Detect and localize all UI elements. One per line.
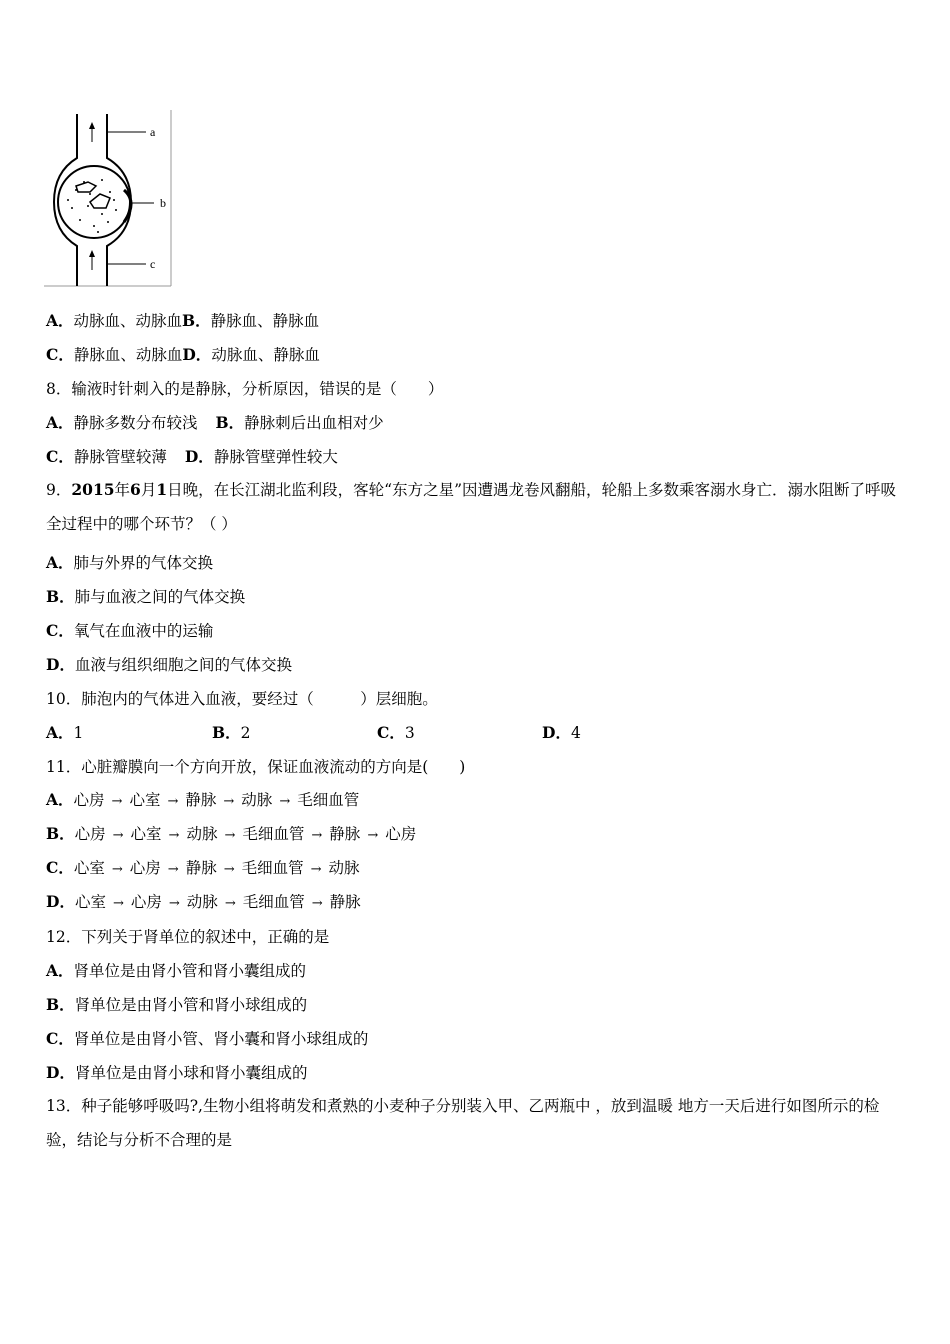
q11-step: 心室 [129, 791, 161, 809]
q9-stem-num: 9． [46, 481, 72, 499]
arrow-right-icon: → [168, 828, 180, 843]
q10-option-c[interactable] [377, 723, 415, 743]
q9-stem-t2: 月 [140, 481, 157, 499]
q11-step: 心房 [129, 859, 161, 877]
q9-opt-d-letter: D． [46, 655, 75, 674]
q10-opt-b: 2 [240, 724, 251, 742]
q12-option-d[interactable] [46, 1063, 307, 1083]
alveolus-circle [58, 166, 130, 238]
q7-opt-b[interactable]: 静脉血、静脉血 [210, 312, 320, 330]
q9-opt-d: 血液与组织细胞之间的气体交换 [74, 656, 292, 674]
q7-options-ab [46, 311, 319, 331]
q8-opt-d-letter: D． [184, 447, 214, 466]
q11-step: 静脉 [185, 791, 217, 809]
q8-opt-c-letter: C． [46, 447, 74, 466]
q8-stem: 8．输液时针刺入的是静脉，分析原因，错误的是（ ） [46, 380, 444, 398]
q9-stem-t1: 年 [114, 481, 131, 499]
q9-stem-day: 1 [156, 480, 168, 499]
q11-step: 心房 [74, 825, 106, 843]
q8-opt-b-letter: B． [215, 413, 245, 432]
q11-step: 动脉 [241, 791, 273, 809]
q12-option-c[interactable] [46, 1029, 368, 1049]
q8-opt-c[interactable]: 静脉管壁较薄 [73, 448, 167, 466]
q11-step: 静脉 [185, 859, 217, 877]
q10-opt-a: 1 [73, 724, 84, 742]
q7-opt-a-letter: A． [46, 311, 74, 330]
q9-opt-a: 肺与外界的气体交换 [73, 554, 214, 572]
q11-option-b[interactable] [46, 824, 416, 846]
q7-opt-d[interactable]: 动脉血、静脉血 [211, 346, 320, 364]
q11-option-d[interactable] [46, 892, 361, 914]
q8-opt-b[interactable]: 静脉刺后出血相对少 [244, 414, 384, 432]
q10-option-a[interactable] [46, 723, 83, 743]
q11-step: 动脉 [186, 893, 218, 911]
arrow-right-icon: → [112, 896, 124, 911]
q11-step: 毛细血管 [242, 893, 305, 911]
q12-stem: 12．下列关于肾单位的叙述中，正确的是 [46, 928, 330, 946]
arrow-right-icon: → [168, 896, 180, 911]
q11-step: 动脉 [328, 859, 360, 877]
q11-step: 动脉 [186, 825, 218, 843]
q9-stem [46, 473, 906, 541]
q11-step: 心房 [130, 893, 162, 911]
q9-opt-b: 肺与血液之间的气体交换 [74, 588, 246, 606]
q12-option-b[interactable] [46, 995, 307, 1015]
q9-opt-c-letter: C． [46, 621, 74, 640]
q10-opt-c: 3 [404, 724, 415, 742]
q7-opt-a[interactable]: 动脉血、动脉血 [73, 312, 183, 330]
q9-option-c[interactable] [46, 621, 213, 641]
q9-option-b[interactable] [46, 587, 245, 607]
arrow-right-icon: → [367, 828, 379, 843]
q7-options-cd [46, 345, 320, 365]
q8-opt-a[interactable]: 静脉多数分布较浅 [73, 414, 198, 432]
q10-opt-a-letter: A． [46, 723, 74, 742]
q12-opt-b-letter: B． [46, 995, 75, 1014]
arrow-right-icon: → [167, 794, 179, 809]
capillary-diagram-svg [44, 110, 174, 288]
arrow-right-icon: → [311, 896, 323, 911]
q11-step: 毛细血管 [242, 825, 305, 843]
q13-stem: 13．种子能够呼吸吗?,生物小组将萌发和煮熟的小麦种子分别装入甲、乙两瓶中 ，放到温暖 地方一天后进行如图所示的检验，结论与分析不合理的是 [46, 1097, 880, 1149]
capillary-diagram [44, 110, 174, 288]
q11-step: 静脉 [329, 825, 361, 843]
q9-option-d[interactable] [46, 655, 292, 675]
q10-opt-d-letter: D． [542, 723, 571, 742]
q11-step: 心室 [73, 859, 105, 877]
q11-step: 心室 [130, 825, 162, 843]
q11-opt-c-letter: C． [46, 858, 74, 877]
q8-opt-a-letter: A． [46, 413, 74, 432]
arrow-right-icon: → [224, 896, 236, 911]
arrow-right-icon: → [112, 828, 124, 843]
q10-opt-d: 4 [570, 724, 581, 742]
arrow-right-icon: → [310, 862, 322, 877]
label-c: c [150, 257, 156, 271]
arrow-right-icon: → [224, 828, 236, 843]
q9-stem-t3: 日晚，在长江湖北监利段，客轮“东方之星”因遭遇龙卷风翻船，轮船上多数乘客溺水身亡．溺水阻断了呼吸全过程中的哪个环节？（ ） [46, 481, 896, 533]
q12-opt-d: 肾单位是由肾小球和肾小囊组成的 [74, 1064, 308, 1082]
q11-step: 心房 [385, 825, 417, 843]
q10-stem: 10．肺泡内的气体进入血液，要经过（ ）层细胞。 [46, 690, 438, 708]
q9-opt-c: 氧气在血液中的运输 [73, 622, 214, 640]
q10-option-d[interactable] [542, 723, 581, 743]
q11-step: 静脉 [329, 893, 361, 911]
label-b: b [160, 196, 166, 210]
q10-opt-b-letter: B． [212, 723, 241, 742]
q12-opt-a: 肾单位是由肾小管和肾小囊组成的 [73, 962, 307, 980]
q11-step: 毛细血管 [241, 859, 304, 877]
q11-step: 心室 [74, 893, 106, 911]
q12-opt-c-letter: C． [46, 1029, 74, 1048]
q9-stem-year: 2015 [71, 480, 115, 499]
arrow-right-icon: → [279, 794, 291, 809]
q12-opt-c: 肾单位是由肾小管、肾小囊和肾小球组成的 [73, 1030, 369, 1048]
label-a: a [150, 125, 156, 139]
arrow-right-icon: → [111, 794, 123, 809]
q7-opt-b-letter: B． [182, 311, 211, 330]
q10-option-b[interactable] [212, 723, 250, 743]
q12-opt-b: 肾单位是由肾小管和肾小球组成的 [74, 996, 308, 1014]
arrow-right-icon: → [223, 862, 235, 877]
q7-opt-c-letter: C． [46, 345, 74, 364]
q12-option-a[interactable] [46, 961, 306, 981]
q11-opt-b-letter: B． [46, 824, 75, 843]
q8-opt-d[interactable]: 静脉管壁弹性较大 [213, 448, 338, 466]
q12-opt-a-letter: A． [46, 961, 74, 980]
q9-opt-b-letter: B． [46, 587, 75, 606]
q10-opt-c-letter: C． [377, 723, 405, 742]
q11-opt-d-letter: D． [46, 892, 75, 911]
q8-options-cd [46, 447, 338, 467]
q11-option-c[interactable] [46, 858, 360, 880]
q9-option-a[interactable] [46, 553, 213, 573]
q11-option-a[interactable] [46, 790, 359, 812]
q11-opt-a-letter: A． [46, 790, 74, 809]
q7-opt-c[interactable]: 静脉血、动脉血 [73, 346, 183, 364]
q11-step: 毛细血管 [297, 791, 360, 809]
q7-opt-d-letter: D． [182, 345, 212, 364]
q8-options-ab [46, 413, 384, 433]
arrow-right-icon: → [167, 862, 179, 877]
arrow-right-icon: → [311, 828, 323, 843]
arrow-right-icon: → [223, 794, 235, 809]
arrow-right-icon: → [111, 862, 123, 877]
q9-stem-month: 6 [130, 480, 141, 499]
q12-opt-d-letter: D． [46, 1063, 75, 1082]
q9-opt-a-letter: A． [46, 553, 74, 572]
q11-stem: 11．心脏瓣膜向一个方向开放，保证血液流动的方向是( ) [46, 758, 466, 776]
q11-step: 心房 [73, 791, 105, 809]
